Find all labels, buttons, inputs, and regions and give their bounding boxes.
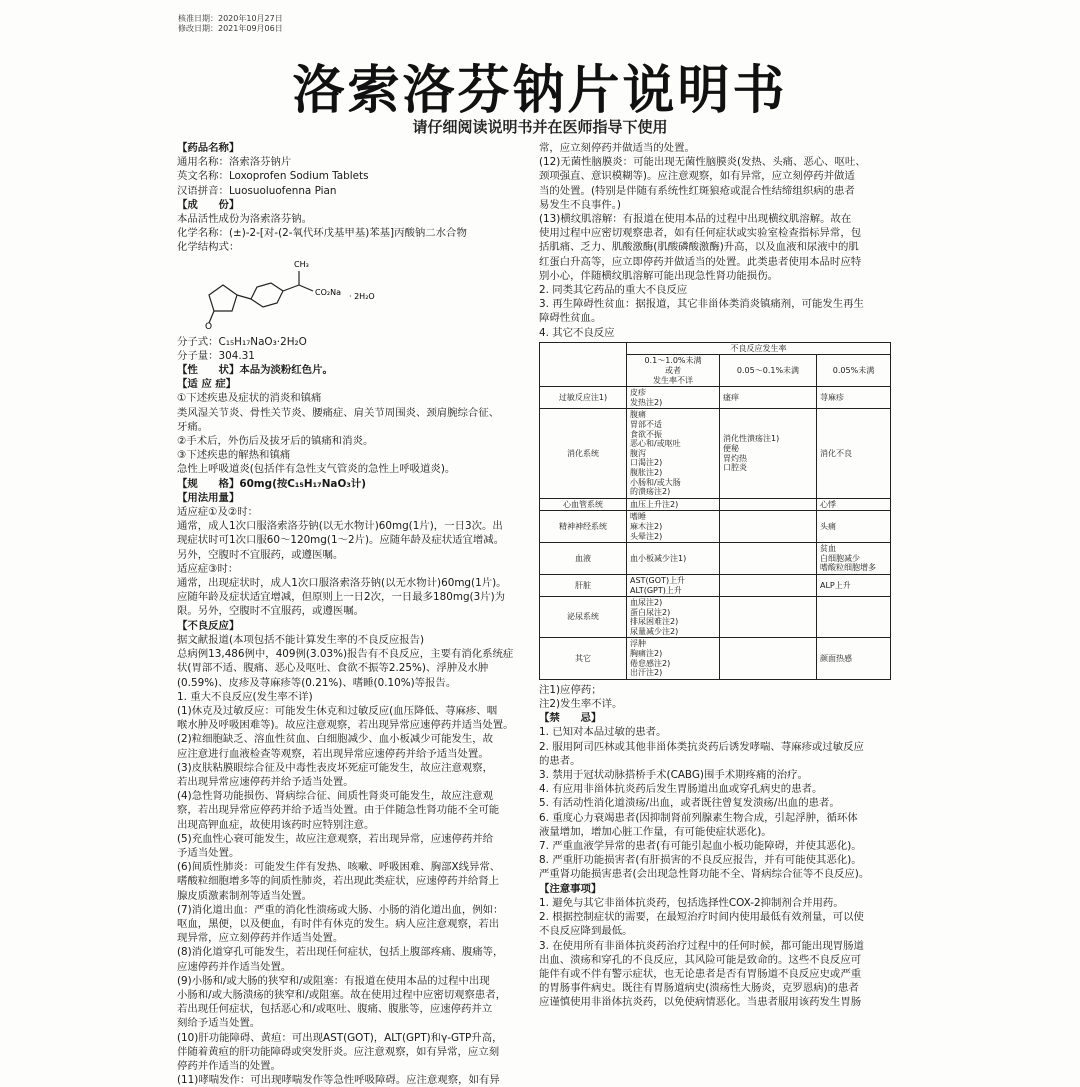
table-cell bbox=[720, 638, 817, 679]
left-text-line: (4)急性肾功能损伤、肾病综合征、间质性肾炎可能发生，故应注意观 bbox=[177, 790, 494, 803]
adverse-reaction-table bbox=[539, 342, 891, 680]
left-text-line: (6)间质性肺炎：可能发生伴有发热、咳嗽、呼吸困难、胸部X线异常、 bbox=[177, 861, 501, 874]
right-text-line: 不良反应降到最低。 bbox=[539, 925, 633, 938]
right-text-line: 易发生不良事件。) bbox=[539, 198, 621, 211]
table-row bbox=[540, 574, 891, 596]
right-text-line: 7. 严重血液学异常的患者(有可能引起血小板功能障碍，并使其恶化)。 bbox=[539, 840, 862, 853]
table-cell: 血尿注2) 蛋白尿注2) 排尿困难注2) 尿量减少注2) bbox=[627, 597, 720, 638]
right-text-line: (13)横纹肌溶解：有报道在使用本品的过程中出现横纹肌溶解。故在 bbox=[539, 213, 852, 226]
left-text-line: 腺皮质激素制剂等适当处置。 bbox=[177, 889, 313, 902]
right-text-line: 【禁 忌】 bbox=[539, 712, 602, 725]
right-text-line: 2. 同类其它药品的重大不良反应 bbox=[539, 284, 688, 297]
left-text-line: 分子式：C₁₅H₁₇NaO₃·2H₂O bbox=[177, 335, 307, 348]
left-text-line: 急性上呼吸道炎(包括伴有急性支气管炎的急性上呼吸道炎)。 bbox=[177, 463, 456, 476]
left-text-line: 应注意进行血液检查等观察，若出现异常应速停药并给予适当处置。 bbox=[177, 747, 489, 760]
left-text-line: 【规 格】60mg(按C₁₅H₁₇NaO₃计) bbox=[177, 477, 366, 490]
right-text-line: 3. 再生障碍性贫血：据报道，其它非甾体类消炎镇痛剂，可能发生再生 bbox=[539, 298, 864, 311]
table-system-cell: 血液 bbox=[540, 543, 627, 575]
right-text-line: 出血、溃疡和穿孔的不良反应，其风险可能是致命的。这些不良反应可 bbox=[539, 953, 862, 966]
right-text-line: 5. 有活动性消化道溃疡/出血，或者既往曾复发溃疡/出血的患者。 bbox=[539, 797, 840, 810]
right-text-line: 液量增加，增加心脏工作量，有可能使症状恶化)。 bbox=[539, 825, 772, 838]
right-text-line: 2. 服用阿司匹林或其他非甾体类抗炎药后诱发哮喘、荨麻疹或过敏反应 bbox=[539, 740, 864, 753]
left-text-line: 应随年龄及症状适宜增减，但原则上一日2次，一日最多180mg(3片)为 bbox=[177, 591, 506, 604]
table-cell bbox=[720, 511, 817, 543]
left-text-line: 刻给予适当处置。 bbox=[177, 1017, 261, 1030]
left-text-line: 【不良反应】 bbox=[177, 619, 240, 632]
left-text-line: (2)粒细胞缺乏、溶血性贫血、白细胞减少、血小板减少可能发生，故 bbox=[177, 733, 494, 746]
right-top-text bbox=[539, 141, 894, 340]
left-text-line: 予适当处置。 bbox=[177, 846, 240, 859]
right-bottom-text bbox=[539, 683, 894, 1010]
right-text-line: 4. 其它不良反应 bbox=[539, 326, 615, 339]
table-row bbox=[540, 543, 891, 575]
left-text-line: 【成 份】 bbox=[177, 198, 240, 211]
table-cell bbox=[720, 574, 817, 596]
right-text-line: 严重肾功能损害患者(会出现急性肾功能不全、肾病综合征等不良反应)。 bbox=[539, 868, 870, 881]
right-text-line: 颈项强直、意识模糊等)。应注意观察，如有异常，应立刻停药并做适 bbox=[539, 170, 855, 183]
left-text-line: 化学结构式： bbox=[177, 241, 240, 254]
table-cell bbox=[720, 543, 817, 575]
table-row bbox=[540, 409, 891, 498]
table-cell: 颜面热感 bbox=[817, 638, 891, 679]
left-text-line: 通常，出现症状时，成人1次口服洛索洛芬钠(以无水物计)60mg(1片)。 bbox=[177, 577, 507, 590]
table-row bbox=[540, 498, 891, 511]
left-text-line: 适应症③时： bbox=[177, 562, 239, 575]
left-text-line: 停药并作适当的处置。 bbox=[177, 1059, 281, 1072]
right-text-line: 括肌痛、乏力、肌酸激酶(肌酸磷酸激酶)升高，以及血液和尿液中的肌 bbox=[539, 241, 859, 254]
table-cell: 头痛 bbox=[817, 511, 891, 543]
right-text-line: 1. 避免与其它非甾体抗炎药，包括选择性COX-2抑制剂合并用药。 bbox=[539, 896, 844, 909]
left-text-line: 伴随着黄疸的肝功能障碍或突发肝炎。应注意观察，如有异常，应立刻 bbox=[177, 1045, 500, 1058]
table-system-cell: 过敏反应注1) bbox=[540, 387, 627, 409]
left-text-line: 适应症①及②时： bbox=[177, 506, 258, 519]
table-system-cell: 肝脏 bbox=[540, 574, 627, 596]
left-text-line: 牙痛。 bbox=[177, 420, 209, 433]
left-text-line: 【适 应 症】 bbox=[177, 378, 237, 391]
left-text-line: 【用法用量】 bbox=[177, 491, 240, 504]
table-cell: 瘙痒 bbox=[720, 387, 817, 409]
left-text-line: ③下述疾患的解热和镇痛 bbox=[177, 449, 291, 462]
left-text-line: ②手术后，外伤后及拔牙后的镇痛和消炎。 bbox=[177, 435, 374, 448]
date-block bbox=[178, 14, 283, 34]
table-cell: 心悸 bbox=[817, 498, 891, 511]
right-text-line: 的胃肠事件病史。既往有胃肠道病史(溃疡性大肠炎，克罗恩病)的患者 bbox=[539, 982, 859, 995]
left-text-line: 总病例13,486例中，409例(3.03%)报告有不良反应，主要有消化系统症 bbox=[177, 648, 514, 661]
left-text-line: (7)消化道出血：严重的消化性溃疡或大肠、小肠的消化道出血，例如： bbox=[177, 903, 504, 916]
left-text-line: (5)充血性心衰可能发生，故应注意观察，若出现异常，应速停药并给 bbox=[177, 832, 494, 845]
right-text-line: 别小心，伴随横纹肌溶解可能出现急性肾功能损伤。 bbox=[539, 269, 778, 282]
table-cell: 血压上升注2) bbox=[627, 498, 720, 511]
table-cell: 血小板减少注1) bbox=[627, 543, 720, 575]
table-row bbox=[540, 597, 891, 638]
left-text-line: 【药品名称】 bbox=[177, 142, 240, 154]
right-text-line: 8. 严重肝功能损害者(有肝损害的不良反应报告，并有可能使其恶化)。 bbox=[539, 854, 862, 867]
left-text-line: 据文献报道(本项包括不能计算发生率的不良反应报告) bbox=[177, 633, 425, 646]
right-text-line: 障碍性贫血。 bbox=[539, 312, 602, 325]
table-cell: 浮肿 胸痛注2) 倦怠感注2) 出汗注2) bbox=[627, 638, 720, 679]
left-text-line: 1. 重大不良反应(发生率不详) bbox=[177, 690, 313, 703]
right-text-line: 6. 重度心力衰竭患者(因抑制肾前列腺素生物合成，引起浮肿，循环体 bbox=[539, 811, 858, 824]
left-text-line: (8)消化道穿孔可能发生，若出现任何症状，包括上腹部疼痛、腹痛等， bbox=[177, 946, 504, 959]
left-text-line: (10)肝功能障碍、黄疸：可出现AST(GOT)，ALT(GPT)和γ-GTP升高， bbox=[177, 1031, 503, 1044]
right-text-line: 3. 在使用所有非甾体抗炎药治疗过程中的任何时候，都可能出现胃肠道 bbox=[539, 939, 864, 952]
table-cell bbox=[720, 597, 817, 638]
left-column bbox=[177, 141, 529, 1087]
table-cell: 贫血 白细胞减少 嗜酸粒细胞增多 bbox=[817, 543, 891, 575]
left-text-line: (11)哮喘发作：可出现哮喘发作等急性呼吸障碍。应注意观察，如有异 bbox=[177, 1074, 500, 1087]
svg-text:O: O bbox=[205, 321, 213, 332]
left-text-line: 本品活性成份为洛索洛芬钠。 bbox=[177, 213, 313, 226]
right-column bbox=[539, 141, 894, 1010]
table-cell bbox=[720, 498, 817, 511]
left-text-line: 分子量：304.31 bbox=[177, 349, 255, 362]
left-text-line: (9)小肠和/或大肠的狭窄和/或阻塞：有报道在使用本品的过程中出现 bbox=[177, 974, 490, 987]
left-text-line: 若出现任何症状，包括恶心和/或呕吐、腹痛、腹胀等，应速停药并立 bbox=[177, 1003, 493, 1016]
left-text-line: 化学名称：(±)-2-[对-(2-氧代环戊基甲基)苯基]丙酸钠二水合物 bbox=[177, 227, 467, 240]
left-text-line: (0.59%)、皮疹及荨麻疹等(0.21%)、嗜睡(0.10%)等报告。 bbox=[177, 676, 457, 689]
left-text-line: 现症状时可1次口服60～120mg(1～2片)。应随年龄及症状适宜增减。 bbox=[177, 534, 505, 547]
right-text-line: 4. 有应用非甾体抗炎药后发生胃肠道出血或穿孔病史的患者。 bbox=[539, 783, 823, 796]
right-text-line: 的患者。 bbox=[539, 754, 581, 767]
table-system-cell: 泌尿系统 bbox=[540, 597, 627, 638]
right-text-line: 使用过程中应密切观察患者，如有任何症状或实验室检查指标异常，包 bbox=[539, 227, 862, 240]
left-text-line: 现异常，应立刻停药并作适当处置。 bbox=[177, 932, 344, 945]
left-text-line: 应速停药并作适当处置。 bbox=[177, 960, 292, 973]
right-text-line: 能伴有或不伴有警示症状，也无论患者是否有胃肠道不良反应史或严重 bbox=[539, 967, 862, 980]
right-text-line: 3. 禁用于冠状动脉搭桥手术(CABG)围手术期疼痛的治疗。 bbox=[539, 769, 808, 782]
revision-date: 修改日期：2021年09月06日 bbox=[178, 24, 283, 33]
left-text-line: 【性 状】本品为淡粉红色片。 bbox=[177, 364, 333, 377]
right-text-line: 注2)发生率不详。 bbox=[539, 698, 623, 711]
table-corner-cell bbox=[540, 342, 627, 386]
right-text-line: 当的处置。(特别是伴随有系统性红斑狼疮或混合性结缔组织病的患者 bbox=[539, 184, 855, 197]
table-system-cell: 其它 bbox=[540, 638, 627, 679]
right-text-line: 注1)应停药； bbox=[539, 683, 602, 696]
left-text-line: 类风湿关节炎、骨性关节炎、腰痛症、肩关节周围炎、颈肩腕综合征、 bbox=[177, 406, 500, 419]
table-row bbox=[540, 387, 891, 409]
left-text-line: ①下述疾患及症状的消炎和镇痛 bbox=[177, 392, 322, 405]
right-text-line: 【注意事项】 bbox=[539, 882, 602, 895]
table-system-cell: 消化系统 bbox=[540, 409, 627, 498]
left-text-line: 通用名称：洛索洛芬钠片 bbox=[177, 156, 292, 169]
svg-text:CO₂Na: CO₂Na bbox=[315, 287, 341, 297]
right-text-line: 应谨慎使用非甾体抗炎药，以免使病情恶化。当患者服用该药发生胃肠 bbox=[539, 996, 862, 1009]
table-header-cell: 0.05～0.1%未满 bbox=[720, 355, 817, 387]
table-cell: 荨麻疹 bbox=[817, 387, 891, 409]
right-text-line: 2. 根据控制症状的需要，在最短治疗时间内使用最低有效剂量，可以使 bbox=[539, 911, 864, 924]
table-header-main: 不良反应发生率 bbox=[627, 342, 891, 355]
page-title: 洛索洛芬钠片说明书 bbox=[292, 61, 788, 121]
left-text-line: 另外，空腹时不宜服药，或遵医嘱。 bbox=[177, 548, 344, 561]
right-text-line: (12)无菌性脑膜炎：可能出现无菌性脑膜炎(发热、头痛、恶心、呕吐、 bbox=[539, 156, 866, 169]
left-text-line: (1)休克及过敏反应：可能发生休克和过敏反应(血压降低、荨麻疹、咽 bbox=[177, 704, 498, 717]
page-subtitle: 请仔细阅读说明书并在医师指导下使用 bbox=[412, 118, 668, 136]
table-cell bbox=[817, 597, 891, 638]
table-system-cell: 心血管系统 bbox=[540, 498, 627, 511]
left-text-line: 若出现异常应速停药并给予适当处置。 bbox=[177, 775, 354, 788]
left-text-line: 限。另外，空腹时不宜服药，或遵医嘱。 bbox=[177, 605, 365, 618]
left-text-line: 嗜酸粒细胞增多等的间质性肺炎，若出现此类症状，应速停药并给肾上 bbox=[177, 875, 500, 888]
right-text-line: 1. 已知对本品过敏的患者。 bbox=[539, 726, 667, 739]
table-cell: AST(GOT)上升 ALT(GPT)上升 bbox=[627, 574, 720, 596]
svg-text:CH₃: CH₃ bbox=[294, 259, 309, 269]
left-text-line: 呕血，黑便，以及便血，有时伴有休克的发生。病人应注意观察，若出 bbox=[177, 917, 500, 930]
table-row bbox=[540, 511, 891, 543]
table-cell: 消化不良 bbox=[817, 409, 891, 498]
right-text-line: 常，应立刻停药并做适当的处置。 bbox=[539, 142, 695, 154]
table-cell: ALP上升 bbox=[817, 574, 891, 596]
left-text-line: 喉水肿及呼吸困难等)。故应注意观察，若出现异常应速停药并适当处置。 bbox=[177, 719, 514, 732]
table-cell: 嗜睡 麻木注2) 头晕注2) bbox=[627, 511, 720, 543]
table-cell: 皮疹 发热注2) bbox=[627, 387, 720, 409]
table-cell: 腹痛 胃部不适 食欲不振 恶心和/或呕吐 腹泻 口渴注2) 腹胀注2) 小肠和/或大肠 的溃疡注2) bbox=[627, 409, 720, 498]
table-header-cell: 0.05%未满 bbox=[817, 355, 891, 387]
left-text-line: 出现高钾血症，故使用该药时应特别注意。 bbox=[177, 818, 375, 831]
left-text-line: 汉语拼音：Luosuoluofenna Pian bbox=[177, 184, 337, 197]
left-text-line: (3)皮肤粘膜眼综合征及中毒性表皮坏死症可能发生，故应注意观察， bbox=[177, 761, 494, 774]
right-text-line: 红蛋白升高等，应立即停药并做适当的处置。此类患者使用本品时应特 bbox=[539, 255, 862, 268]
svg-text:· 2H₂O: · 2H₂O bbox=[349, 291, 375, 301]
left-text-line: 英文名称：Loxoprofen Sodium Tablets bbox=[177, 170, 369, 183]
table-cell: 消化性溃疡注1) 便秘 胃灼热 口腔炎 bbox=[720, 409, 817, 498]
left-text-line: 状(胃部不适、腹痛、恶心及呕吐、食欲不振等2.25%)、浮肿及水肿 bbox=[177, 662, 489, 675]
table-row bbox=[540, 638, 891, 679]
left-text-line: 通常，成人1次口服洛索洛芬钠(以无水物计)60mg(1片)，一日3次。出 bbox=[177, 520, 503, 533]
approval-date: 核准日期：2020年10月27日 bbox=[178, 14, 283, 23]
left-text-line: 察，若出现异常应停药并给予适当处置。由于伴随急性肾功能不全可能 bbox=[177, 804, 500, 817]
table-header-cell: 0.1～1.0%未满 或者 发生率不详 bbox=[627, 355, 720, 387]
left-text-line: 小肠和/或大肠溃疡的狭窄和/或阻塞。故在使用过程中应密切观察患者， bbox=[177, 988, 507, 1001]
chemical-structure-diagram bbox=[177, 255, 529, 335]
table-system-cell: 精神神经系统 bbox=[540, 511, 627, 543]
